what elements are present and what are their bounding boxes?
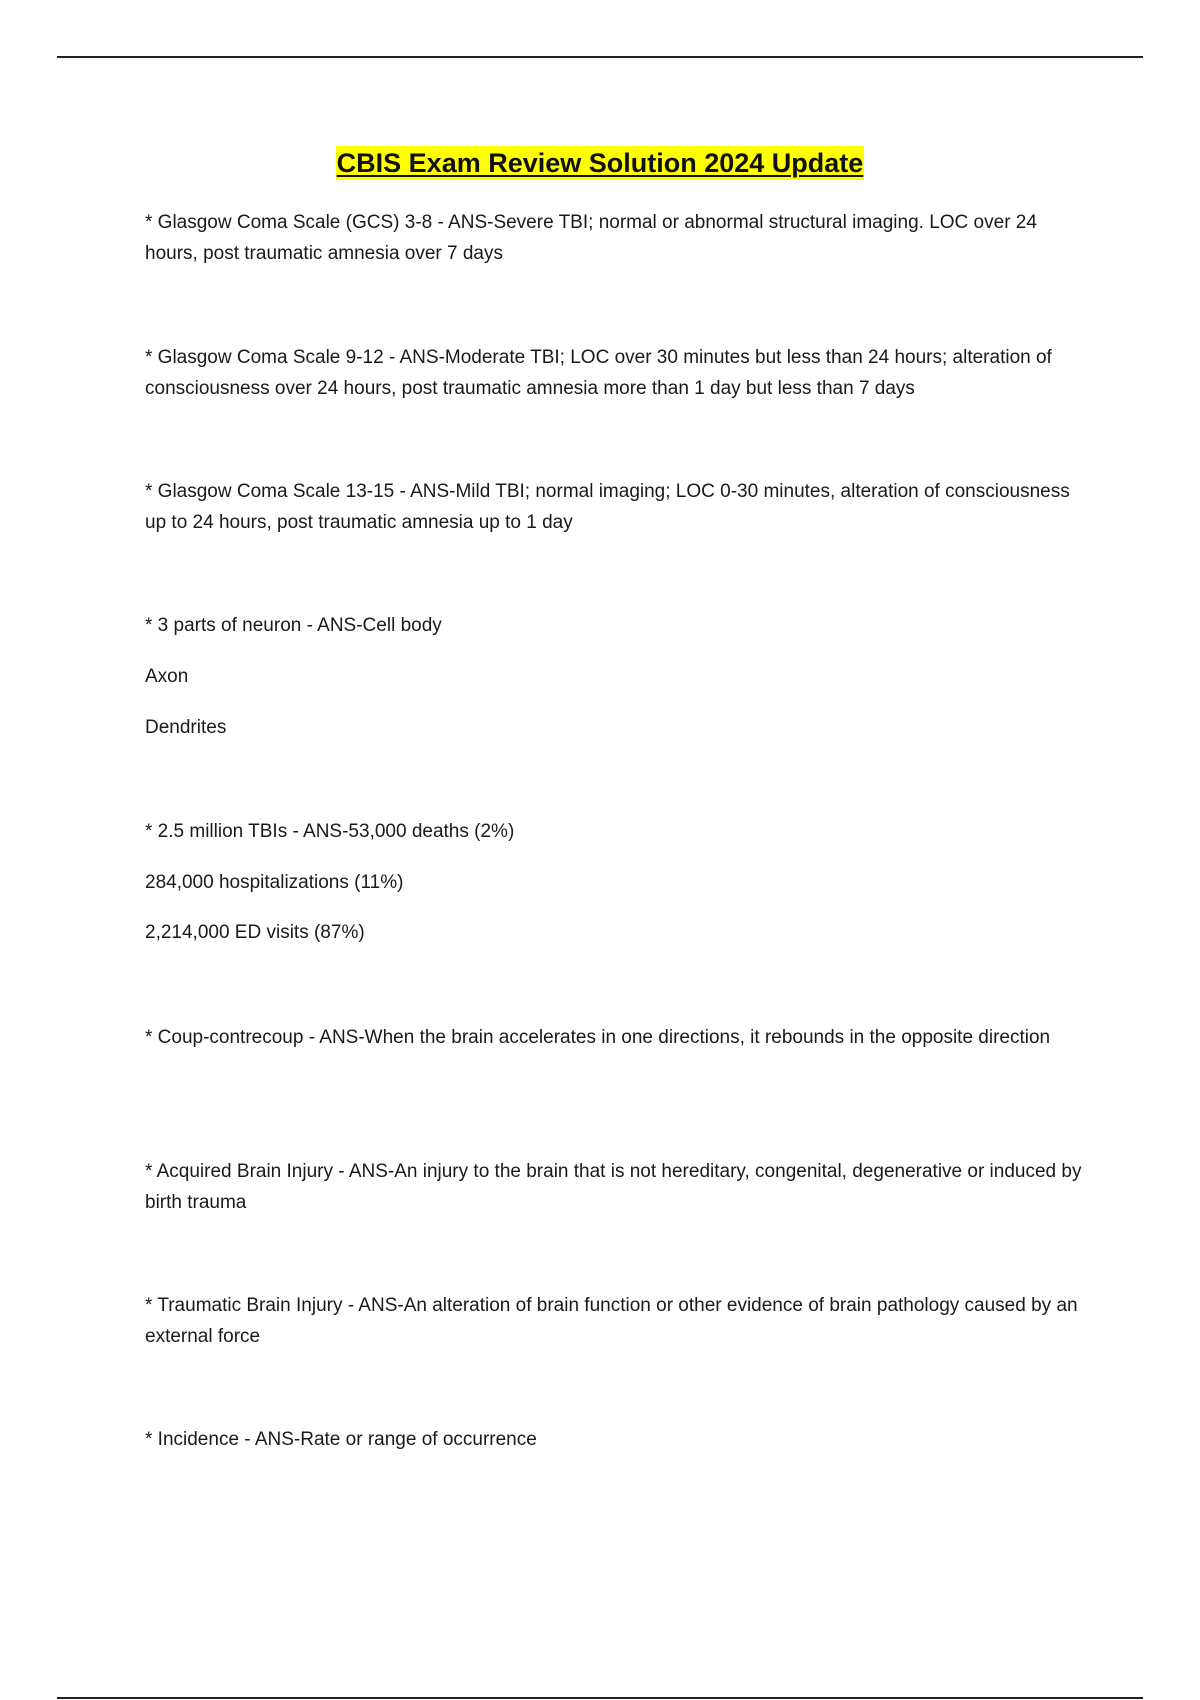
entry-gcs-moderate: * Glasgow Coma Scale 9-12 - ANS-Moderate TBI; LOC over 30 minutes but less than 24 hours; alteration of consciousness over 24 hours, post traumatic amnesia more than 1 day but less than 7 days — [145, 347, 1052, 399]
entry-gcs-mild: * Glasgow Coma Scale 13-15 - ANS-Mild TBI; normal imaging; LOC 0-30 minutes, alteration of consciousness up to 24 hours, post traumatic amnesia up to 1 day — [145, 481, 1070, 533]
entry-tbi-stats: * 2.5 million TBIs - ANS-53,000 deaths (2%) — [145, 821, 515, 842]
entry-gcs-severe: * Glasgow Coma Scale (GCS) 3-8 - ANS-Severe TBI; normal or abnormal structural imaging. LOC over 24 hours, post traumatic amnesia over 7 days — [145, 212, 1037, 264]
entry-neuron-dendrites: Dendrites — [145, 717, 227, 738]
document-title: CBIS Exam Review Solution 2024 Update — [336, 148, 864, 178]
top-rule — [57, 56, 1143, 58]
entry-acquired-brain-injury: * Acquired Brain Injury - ANS-An injury to the brain that is not hereditary, congenital, degenerative or induced by birth trauma — [145, 1161, 1082, 1213]
entry-incidence: * Incidence - ANS-Rate or range of occurrence — [145, 1429, 537, 1450]
title-container — [0, 146, 1200, 180]
entry-tbi-ed-visits: 2,214,000 ED visits (87%) — [145, 922, 365, 943]
entry-coup-contrecoup: * Coup-contrecoup - ANS-When the brain accelerates in one directions, it rebounds in the opposite direction — [145, 1027, 1051, 1048]
entry-neuron-axon: Axon — [145, 666, 189, 687]
entry-neuron-parts: * 3 parts of neuron - ANS-Cell body — [145, 615, 442, 636]
bottom-rule — [57, 1697, 1143, 1699]
entry-tbi-hospitalizations: 284,000 hospitalizations (11%) — [145, 872, 404, 893]
entry-traumatic-brain-injury: * Traumatic Brain Injury - ANS-An alteration of brain function or other evidence of brain pathology caused by an external force — [145, 1295, 1078, 1347]
